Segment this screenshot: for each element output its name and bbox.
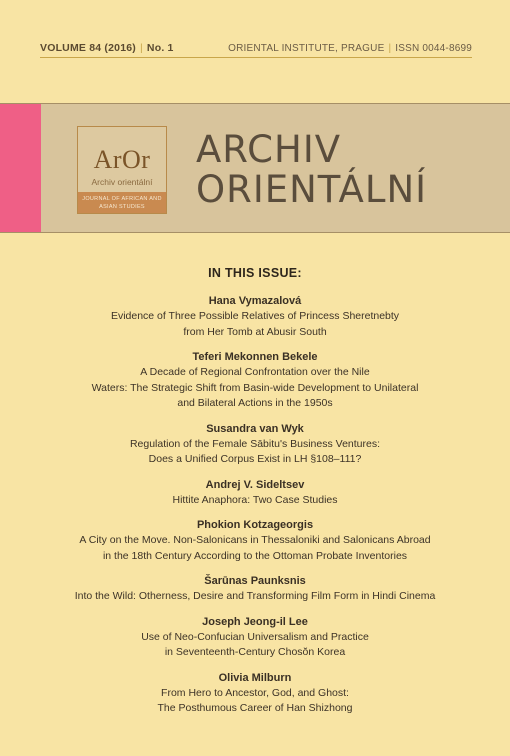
- volume-info: VOLUME 84 (2016) | No. 1: [40, 42, 174, 54]
- article-title: Into the Wild: Otherness, Desire and Transforming Film Form in Hindi Cinema: [74, 590, 436, 602]
- article-author: Šarūnas Paunksnis: [204, 575, 306, 587]
- logo-strip: JOURNAL OF AFRICAN AND ASIAN STUDIES: [78, 192, 166, 213]
- title-band: [0, 103, 510, 233]
- article-author: Hana Vymazalová: [208, 295, 302, 307]
- article-item: [60, 574, 450, 605]
- article-item: [60, 518, 450, 564]
- article-author: Phokion Kotzageorgis: [196, 519, 314, 531]
- article-title: A City on the Move. Non-Salonicans in Thessaloniki and Salonicans Abroad in the 18th Century According to the Ottoman Probate Inventories: [79, 534, 431, 562]
- issue-number: No. 1: [146, 42, 174, 54]
- article-title: Use of Neo-Confucian Universalism and Practice in Seventeenth-Century Chosŏn Korea: [141, 630, 369, 658]
- issn-label: ISSN 0044-8699: [395, 43, 472, 54]
- article-author: Olivia Milburn: [218, 671, 292, 684]
- article-author: Susandra van Wyk: [206, 422, 304, 435]
- pink-accent: [0, 104, 41, 232]
- article-title: A Decade of Regional Confrontation over the Nile Waters: The Strategic Shift from Basin-wide Development to Unilateral and Bilateral Actions in the 1950s: [91, 366, 419, 409]
- article-title: Evidence of Three Possible Relatives of Princess Sheretnebty from Her Tomb at Abusir South: [110, 310, 400, 338]
- article-item: [60, 422, 450, 468]
- institute-label: ORIENTAL INSTITUTE, PRAGUE: [228, 43, 385, 54]
- article-item: [60, 671, 450, 717]
- article-author: Teferi Mekonnen Bekele: [192, 351, 318, 363]
- logo-subtitle: Archiv orientální: [91, 177, 153, 187]
- article-author: Andrej V. Sideltsev: [205, 478, 305, 491]
- article-author: Joseph Jeong-il Lee: [202, 615, 308, 628]
- header-bar: [40, 36, 472, 58]
- article-title: Hittite Anaphora: Two Case Studies: [172, 493, 338, 506]
- article-item: [60, 294, 450, 340]
- publisher-info: ORIENTAL INSTITUTE, PRAGUE | ISSN 0044-8699: [228, 43, 472, 54]
- volume-label: VOLUME 84 (2016): [40, 42, 136, 54]
- logo-mark: ArOr: [93, 145, 151, 174]
- journal-logo: [77, 126, 167, 214]
- journal-title: [196, 130, 427, 210]
- title-line-2: ORIENTÁLNÍ: [196, 168, 428, 211]
- article-item: [60, 615, 450, 661]
- title-line-1: ARCHIV: [196, 128, 342, 171]
- contents-section: [60, 266, 450, 727]
- article-title: From Hero to Ancestor, God, and Ghost: The Posthumous Career of Han Shizhong: [157, 686, 353, 714]
- issue-heading: IN THIS ISSUE:: [208, 266, 302, 280]
- article-title: Regulation of the Female Sābitu's Business Ventures: Does a Unified Corpus Exist in LH §108–111?: [129, 437, 381, 465]
- article-item: [60, 478, 450, 509]
- article-item: [60, 350, 450, 412]
